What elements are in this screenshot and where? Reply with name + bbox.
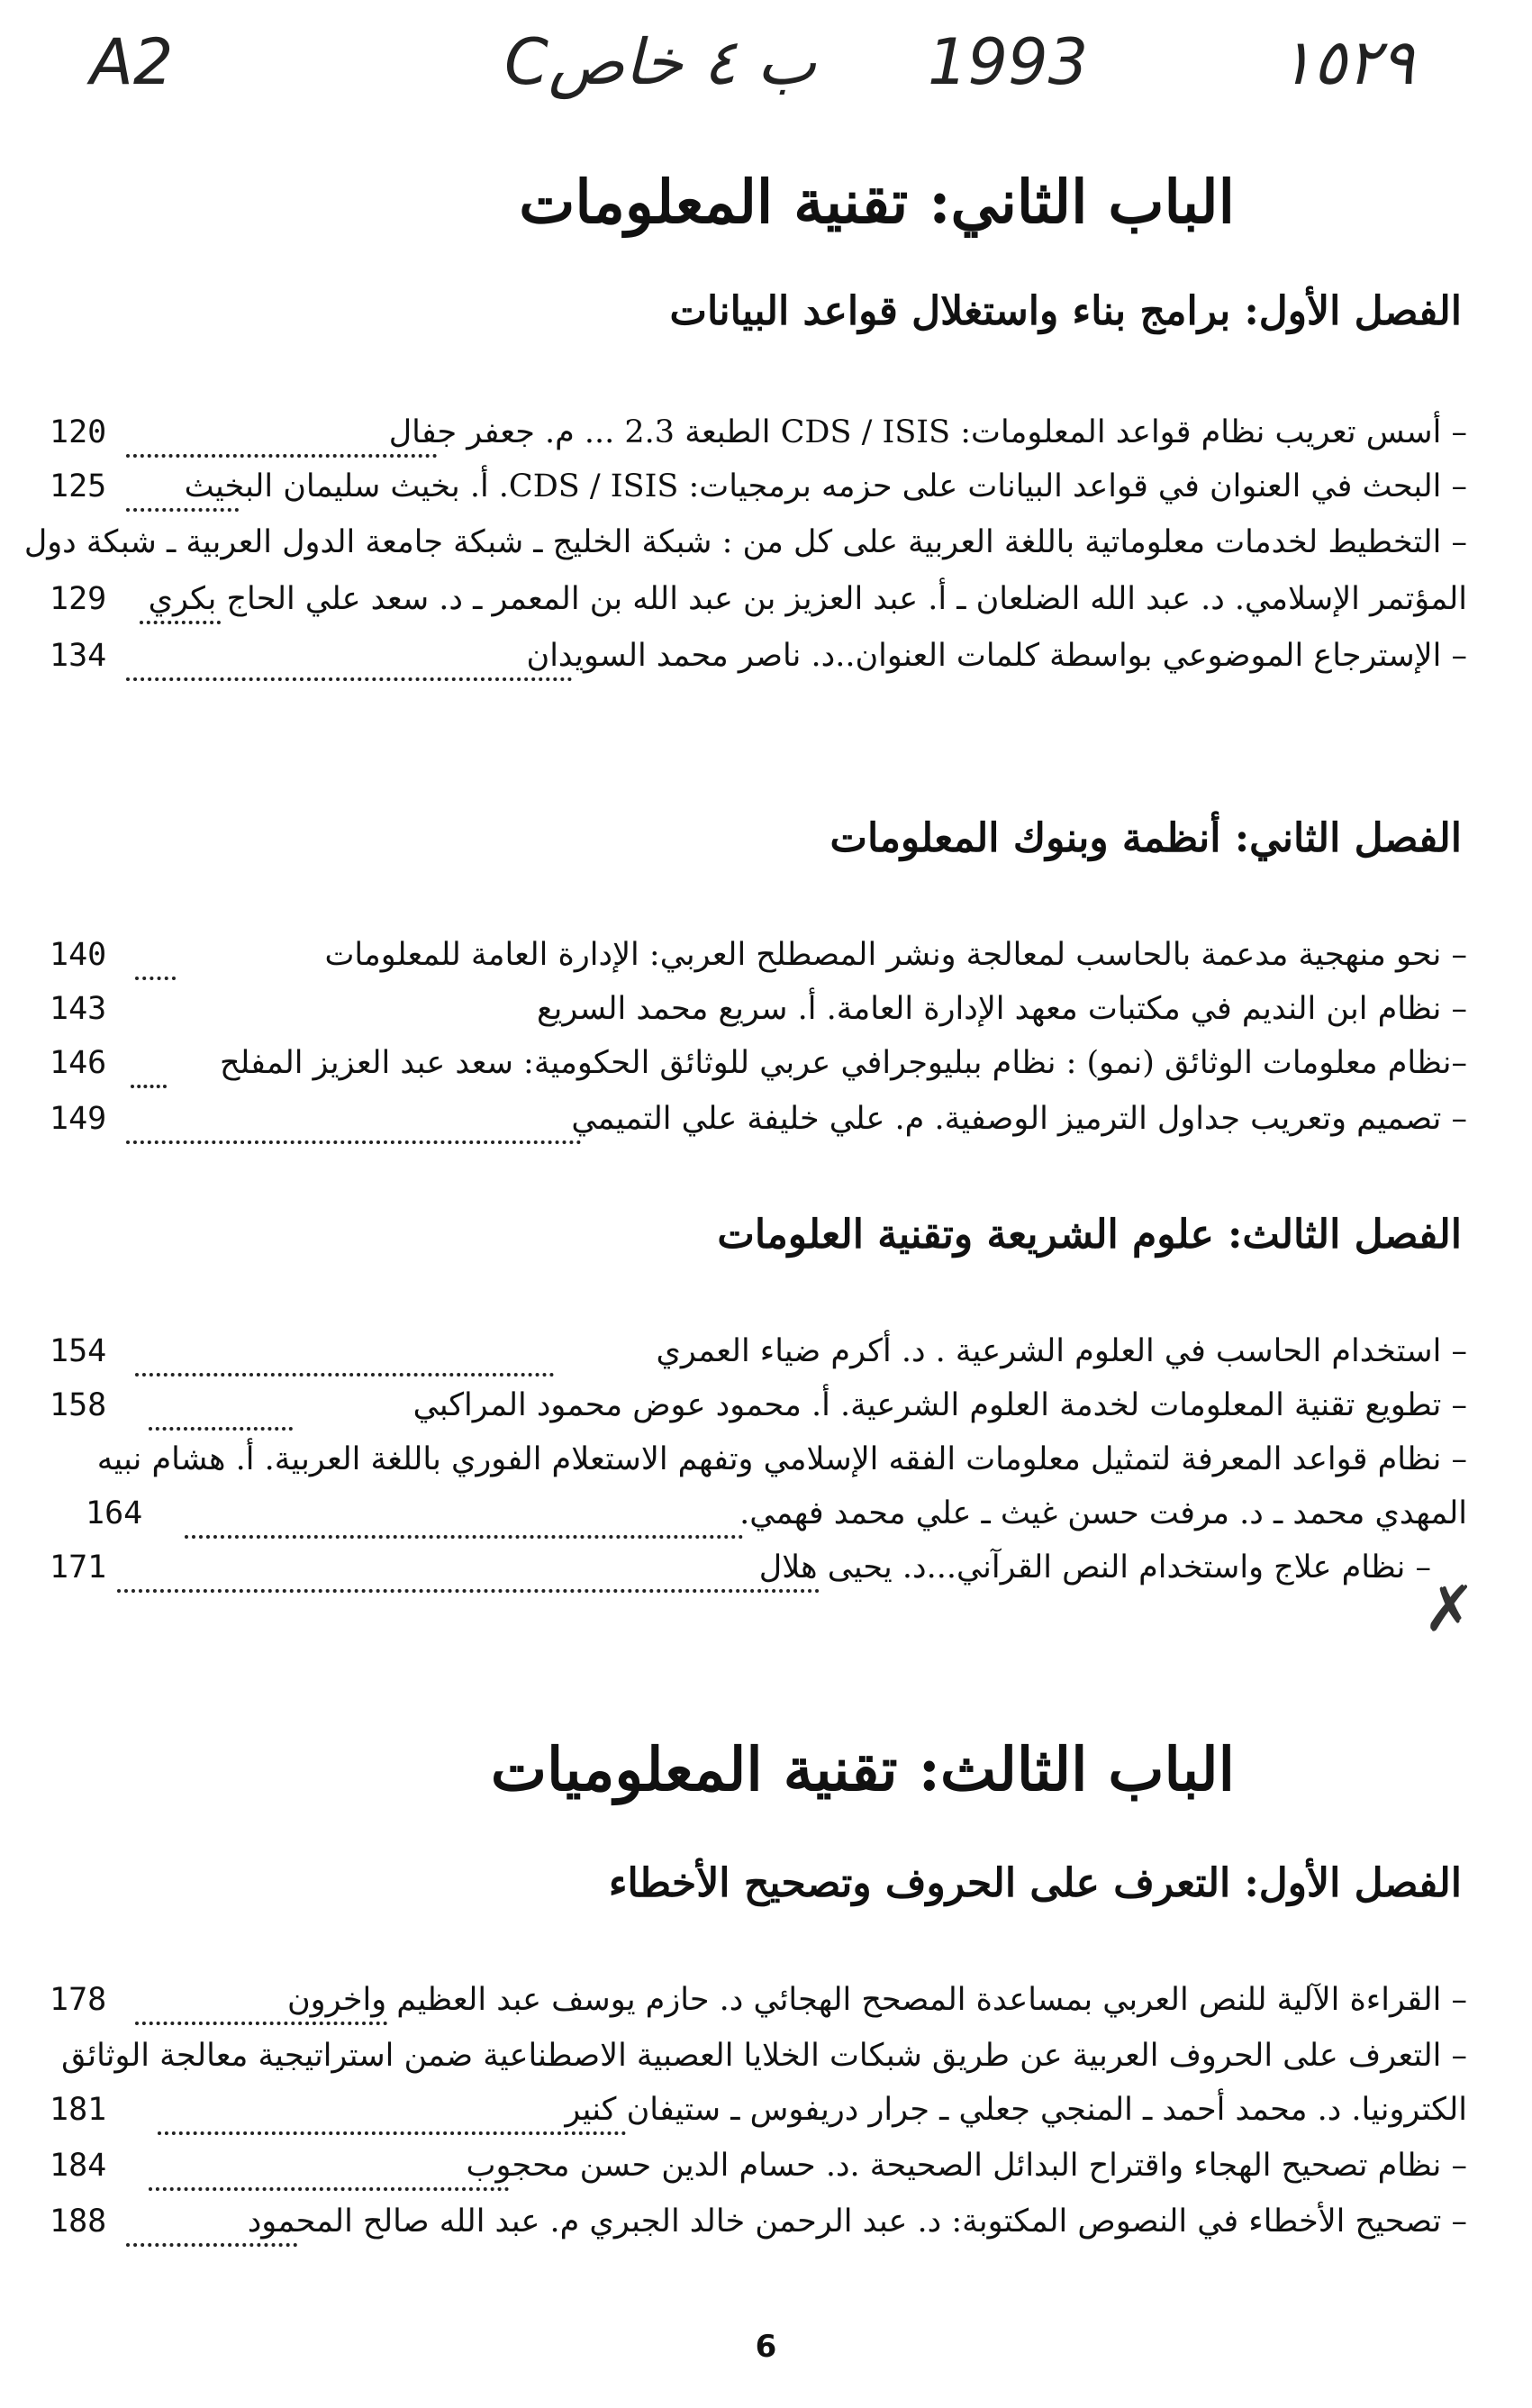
toc-entry[interactable] (50, 1101, 1467, 1155)
toc-entry[interactable] (50, 468, 1467, 522)
entry-text-continued: المهدي محمد ـ د. مرفت حسن غيث ـ علي محمد فهمي. (739, 1495, 1467, 1531)
entry-text: – الإسترجاع الموضوعي بواسطة كلمات العنوان..د. ناصر محمد السويدان (526, 638, 1467, 674)
leader-dots (126, 638, 572, 681)
page-ref: 143 (50, 991, 107, 1027)
leader-dots (135, 1982, 387, 2025)
leader-dots (126, 2204, 297, 2247)
toc-entry[interactable] (50, 1333, 1467, 1387)
page-ref: 120 (50, 414, 107, 450)
toc-entry[interactable] (50, 1549, 1467, 1604)
entry-text: – نظام ابن النديم في مكتبات معهد الإدارة العامة. أ. سريع محمد السريع (536, 991, 1467, 1027)
toc-entry-continued[interactable] (50, 581, 1467, 635)
page-number: 6 (755, 2329, 777, 2365)
toc-entry[interactable] (50, 1387, 1467, 1441)
leader-dots (140, 581, 221, 624)
entry-text: – نظام قواعد المعرفة لتمثيل معلومات الفقه الإسلامي وتفهم الاستعلام الفوري باللغة العربية. أ. هشام نبيه (96, 1441, 1467, 1477)
toc-entry[interactable] (50, 2148, 1467, 2202)
leader-dots (135, 1333, 554, 1377)
part-title: الباب الثاني: تقنية المعلومات (519, 167, 1235, 237)
chapter-title: الفصل الثاني: أنظمة وبنوك المعلومات (829, 815, 1462, 861)
toc-entry[interactable] (50, 414, 1467, 468)
chapter-title: الفصل الأول: برامج بناء واستغلال قواعد البيانات (669, 288, 1462, 334)
handwritten-note-number: ١٥٢٩ (1279, 25, 1415, 99)
entry-text: – التعرف على الحروف العربية عن طريق شبكات الخلايا العصبية الاصطناعية ضمن استراتيجية معالجة الوثائق (61, 2038, 1467, 2074)
page-ref: 188 (50, 2204, 107, 2240)
page-ref: 146 (50, 1045, 107, 1081)
part-title: الباب الثالث: تقنية المعلوميات (490, 1734, 1235, 1804)
handwritten-note-a2: A2 (90, 25, 174, 99)
toc-entry[interactable] (50, 638, 1467, 692)
leader-dots (149, 1387, 293, 1431)
toc-entry-continued[interactable] (50, 1495, 1467, 1549)
toc-entry-continued[interactable] (50, 2092, 1467, 2146)
entry-text-continued: الكترونيا. د. محمد أحمد ـ المنجي جعلي ـ جرار دريفوس ـ ستيفان كنير (565, 2092, 1467, 2128)
page-ref: 125 (50, 468, 107, 504)
page-ref: 149 (50, 1101, 107, 1137)
leader-dots (158, 2092, 626, 2135)
toc-entry[interactable] (50, 991, 1467, 1045)
leader-dots (126, 468, 239, 512)
toc-entry[interactable] (23, 524, 1467, 578)
entry-text: – التخطيط لخدمات معلوماتية باللغة العربية على كل من : شبكة الخليج ـ شبكة جامعة الدول العربية ـ شبكة دول (23, 524, 1467, 560)
leader-dots (126, 1101, 581, 1144)
entry-text: – نظام تصحيح الهجاء واقتراح البدائل الصحيحة .د. حسام الدين حسن محجوب (466, 2148, 1467, 2184)
toc-entry[interactable] (50, 1045, 1467, 1099)
entry-text-continued: المؤتمر الإسلامي. د. عبد الله الضلعان ـ أ. عبد العزيز بن عبد الله بن المعمر ـ د. سعد علي الحاج بكري (148, 581, 1467, 617)
entry-text: – تطويع تقنية المعلومات لخدمة العلوم الشرعية. أ. محمود عوض محمود المراكبي (412, 1387, 1467, 1423)
page-ref: 171 (50, 1549, 107, 1586)
handwritten-cross-mark: ✗ (1423, 1572, 1476, 1646)
page-ref: 178 (50, 1982, 107, 2018)
entry-text: – استخدام الحاسب في العلوم الشرعية . د. أكرم ضياء العمري (656, 1333, 1467, 1369)
entry-text: – نحو منهجية مدعمة بالحاسب لمعالجة ونشر المصطلح العربي: الإدارة العامة للمعلومات (324, 937, 1467, 973)
entry-text: – أسس تعريب نظام قواعد المعلومات: CDS / ISIS الطبعة 2.3 ... م. جعفر جفال (388, 414, 1467, 450)
toc-entry[interactable] (50, 1441, 1467, 1495)
leader-dots (185, 1495, 743, 1539)
toc-entry[interactable] (50, 2204, 1467, 2258)
entry-text: – تصحيح الأخطاء في النصوص المكتوبة: د. عبد الرحمن خالد الجبري م. عبد الله صالح المحمود (247, 2204, 1467, 2240)
page-ref: 164 (86, 1495, 143, 1531)
leader-dots (126, 414, 437, 458)
page-ref: 158 (50, 1387, 107, 1423)
handwritten-note-label: Cب ٤ خاص (504, 25, 817, 99)
page-ref: 181 (50, 2092, 107, 2128)
entry-text: –نظام معلومات الوثائق (نمو) : نظام ببليوجرافي عربي للوثائق الحكومية: سعد عبد العزيز المفلح (219, 1045, 1467, 1081)
entry-text: – القراءة الآلية للنص العربي بمساعدة المصحح الهجائي د. حازم يوسف عبد العظيم واخرون (286, 1982, 1467, 2018)
chapter-title: الفصل الأول: التعرف على الحروف وتصحيح الأخطاء (608, 1860, 1462, 1906)
page-ref: 140 (50, 937, 107, 973)
leader-dots (117, 1549, 820, 1593)
leader-dots (135, 937, 176, 980)
entry-text: – البحث في العنوان في قواعد البيانات على حزمه برمجيات: CDS / ISIS. أ. بخيث سليمان البخيث (184, 468, 1467, 504)
entry-text: – نظام علاج واستخدام النص القرآني...د. يحيى هلال (758, 1549, 1431, 1586)
handwritten-note-year: 1993 (928, 25, 1089, 99)
toc-entry[interactable] (50, 1982, 1467, 2036)
entry-text: – تصميم وتعريب جداول الترميز الوصفية. م. علي خليفة علي التميمي (571, 1101, 1467, 1137)
leader-dots (131, 1045, 167, 1088)
page-ref: 154 (50, 1333, 107, 1369)
leader-dots (149, 2148, 509, 2191)
page-ref: 134 (50, 638, 107, 674)
toc-entry[interactable] (50, 937, 1467, 991)
page-ref: 184 (50, 2148, 107, 2184)
page-ref: 129 (50, 581, 107, 617)
toc-entry[interactable] (50, 2038, 1467, 2092)
chapter-title: الفصل الثالث: علوم الشريعة وتقنية العلومات (717, 1212, 1462, 1258)
